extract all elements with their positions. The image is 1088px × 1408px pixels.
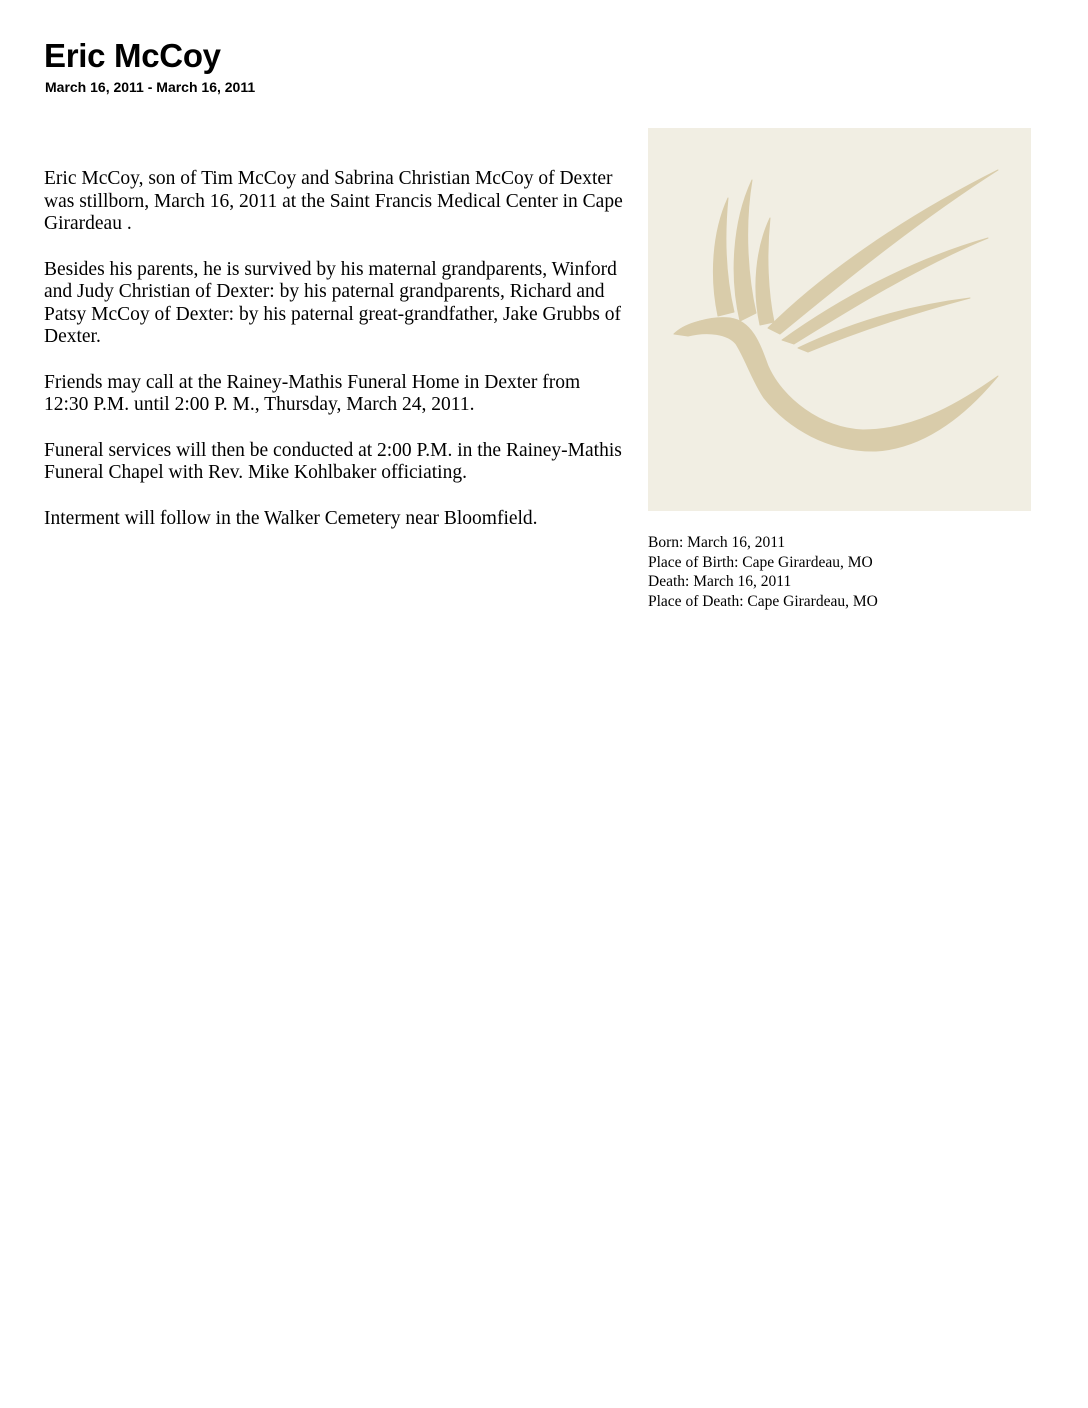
fact-place-of-death: Place of Death: Cape Girardeau, MO: [648, 592, 878, 610]
obituary-paragraph: Besides his parents, he is survived by his maternal grandparents, Winford and Judy Christian of Dexter: by his paternal grandparents, Richard and Patsy McCoy of Dexter: by his paternal great-grandfather, Jake Grubbs of Dexter.: [44, 258, 622, 347]
dove-image: [648, 128, 1031, 511]
vital-facts: [648, 533, 878, 611]
fact-born: Born: March 16, 2011: [648, 534, 786, 551]
obituary-text: [44, 168, 624, 553]
obituary-paragraph: Funeral services will then be conducted at 2:00 P.M. in the Rainey-Mathis Funeral Chapel with Rev. Mike Kohlbaker officiating.: [44, 439, 622, 483]
obituary-paragraph: Eric McCoy, son of Tim McCoy and Sabrina Christian McCoy of Dexter was stillborn, March 16, 2011 at the Saint Francis Medical Center in Cape Girardeau .: [44, 168, 623, 234]
obituary-paragraph: Interment will follow in the Walker Cemetery near Bloomfield.: [44, 507, 538, 529]
obituary-paragraph: Friends may call at the Rainey-Mathis Funeral Home in Dexter from 12:30 P.M. until 2:00 P. M., Thursday, March 24, 2011.: [44, 371, 581, 415]
page-title: Eric McCoy: [44, 37, 221, 74]
life-dates: March 16, 2011 - March 16, 2011: [45, 79, 256, 95]
fact-place-of-birth: Place of Birth: Cape Girardeau, MO: [648, 553, 873, 571]
fact-death: Death: March 16, 2011: [648, 573, 792, 590]
dove-icon: [648, 128, 1031, 511]
